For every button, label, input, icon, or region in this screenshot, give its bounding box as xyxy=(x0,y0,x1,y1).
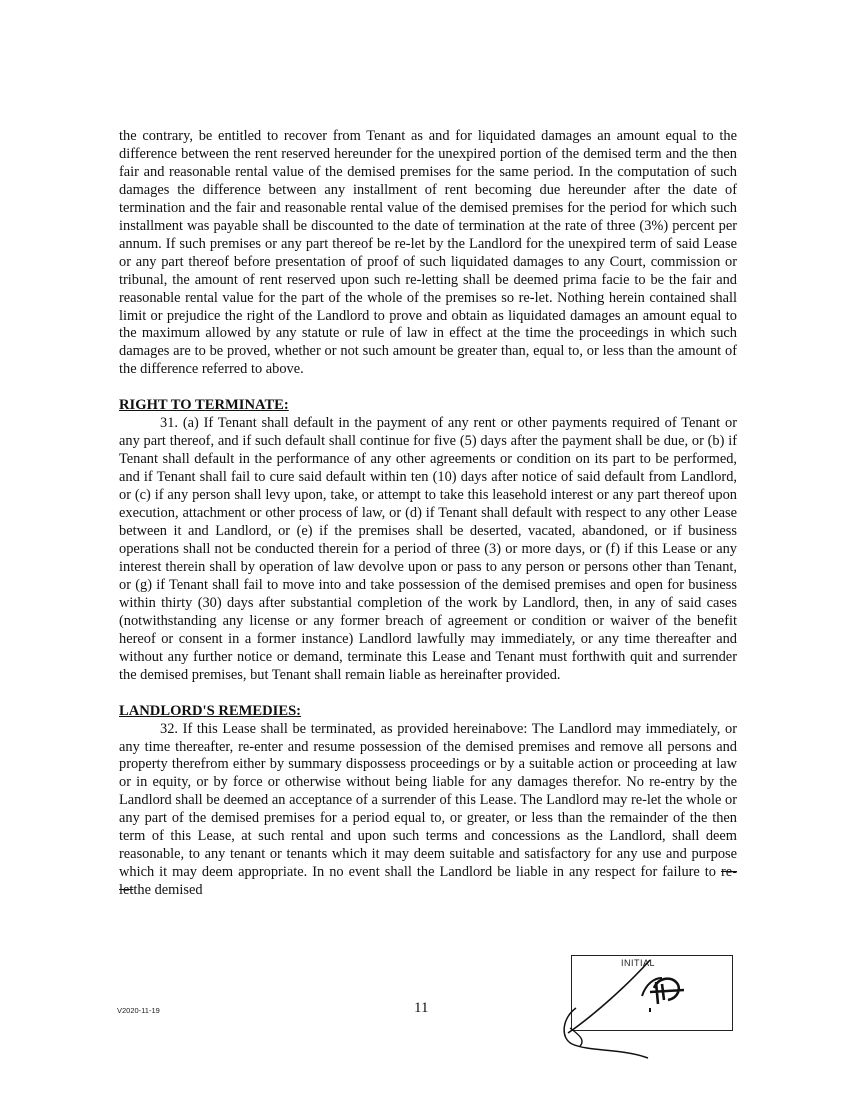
section-32-text-end: the demised xyxy=(133,882,203,899)
section-31-paragraph: 31. (a) If Tenant shall default in the payment of any rent or other payments required of Tenant or any part thereof, and if such default shall continue for five (5) days after the payment shall be due, or (b) if Tenant shall default in the performance of any other agreements or condition on its part to be performed, and if Tenant shall fail to cure said default within ten (10) days after notice of said default from Landlord, or (c) if any person shall levy upon, take, or attempt to take this leasehold interest or any part thereof upon execution, attachment or other process of law, or (d) if Tenant shall default with respect to any other Lease between it and Landlord, or (e) if the premises shall be deserted, vacated, abandoned, or if business operations shall not be conducted therein for a period of three (3) or more days, or (f) if this Lease or any interest therein shall by operation of law devolve upon or pass to any person or persons other than Tenant, or (g) if Tenant shall fail to move into and take possession of the demised premises and open for business within thirty (30) days after substantial completion of the work by Landlord, then, in any of said cases (notwithstanding any license or any former breach of agreement or condition or waiver of the benefit hereof or consent in a former instance) Landlord lawfully may immediately, or any time thereafter and without any further notice or demand, terminate this Lease and Tenant must forthwith quit and surrender the demised premises, but Tenant shall remain liable as hereinafter provided. xyxy=(119,415,737,683)
initial-label: INITIAL xyxy=(621,958,656,968)
paragraph-continued: the contrary, be entitled to recover from Tenant as and for liquidated damages an amount equal to the difference between the rent reserved hereunder for the unexpired portion of the demised term and the then fair and reasonable rental value of the demised premises for the same period. In the computation of such damages the difference between any installment of rent becoming due hereunder after the date of termination and the fair and reasonable rental value of the demised premises for the period for which such installment was payable shall be discounted to the date of termination at the rate of three (3%) percent per annum. If such premises or any part thereof be re-let by the Landlord for the unexpired term of said Lease or any part thereof before presentation of proof of such liquidated damages to any Court, commission or tribunal, the amount of rent reserved upon such re-letting shall be deemed prima facie to be the fair and reasonable rental value for the part of the whole of the premises so re-let. Nothing herein contained shall limit or prejudice the right of the Landlord to prove and obtain as liquidated damages an amount equal to the maximum allowed by any statute or rule of law in effect at the time the proceedings in which such damages are to be proved, whether or not such amount be greater than, equal to, or less than the amount of the difference referred to above. xyxy=(119,128,737,378)
section-32-paragraph xyxy=(119,721,737,901)
page-number: 11 xyxy=(414,1000,429,1016)
section-31-heading xyxy=(119,397,737,415)
struck-text: re-let xyxy=(119,864,737,899)
section-32-heading-text: LANDLORD'S REMEDIES: xyxy=(119,702,302,719)
version-code: V2020-11-19 xyxy=(117,1006,160,1015)
section-32-text: 32. If this Lease shall be terminated, as provided hereinabove: The Landlord may immediately, or any time thereafter, re-enter and resume possession of the demised premises and remove all persons and property therefrom either by summary dispossess proceedings or by a suitable action or proceeding at law or in equity, or by force or otherwise without being liable for any damages therefor. No re-entry by the Landlord shall be deemed an acceptance of a surrender of this Lease. The Landlord may re-let the whole or any part of the demised premises for a period equal to, or greater, or less than the remainder of the then term of this Lease, at such rental and upon such terms and concessions as the Landlord, shall deem reasonable, to any tenant or tenants which it may deem suitable and satisfactory for any use and purpose which it may deem appropriate. In no event shall the Landlord be liable in any respect for failure to xyxy=(119,720,737,881)
initial-signature-icon xyxy=(550,948,690,1068)
section-31-heading-text: RIGHT TO TERMINATE: xyxy=(119,397,289,414)
document-body xyxy=(119,128,737,900)
section-32-heading xyxy=(119,703,737,721)
